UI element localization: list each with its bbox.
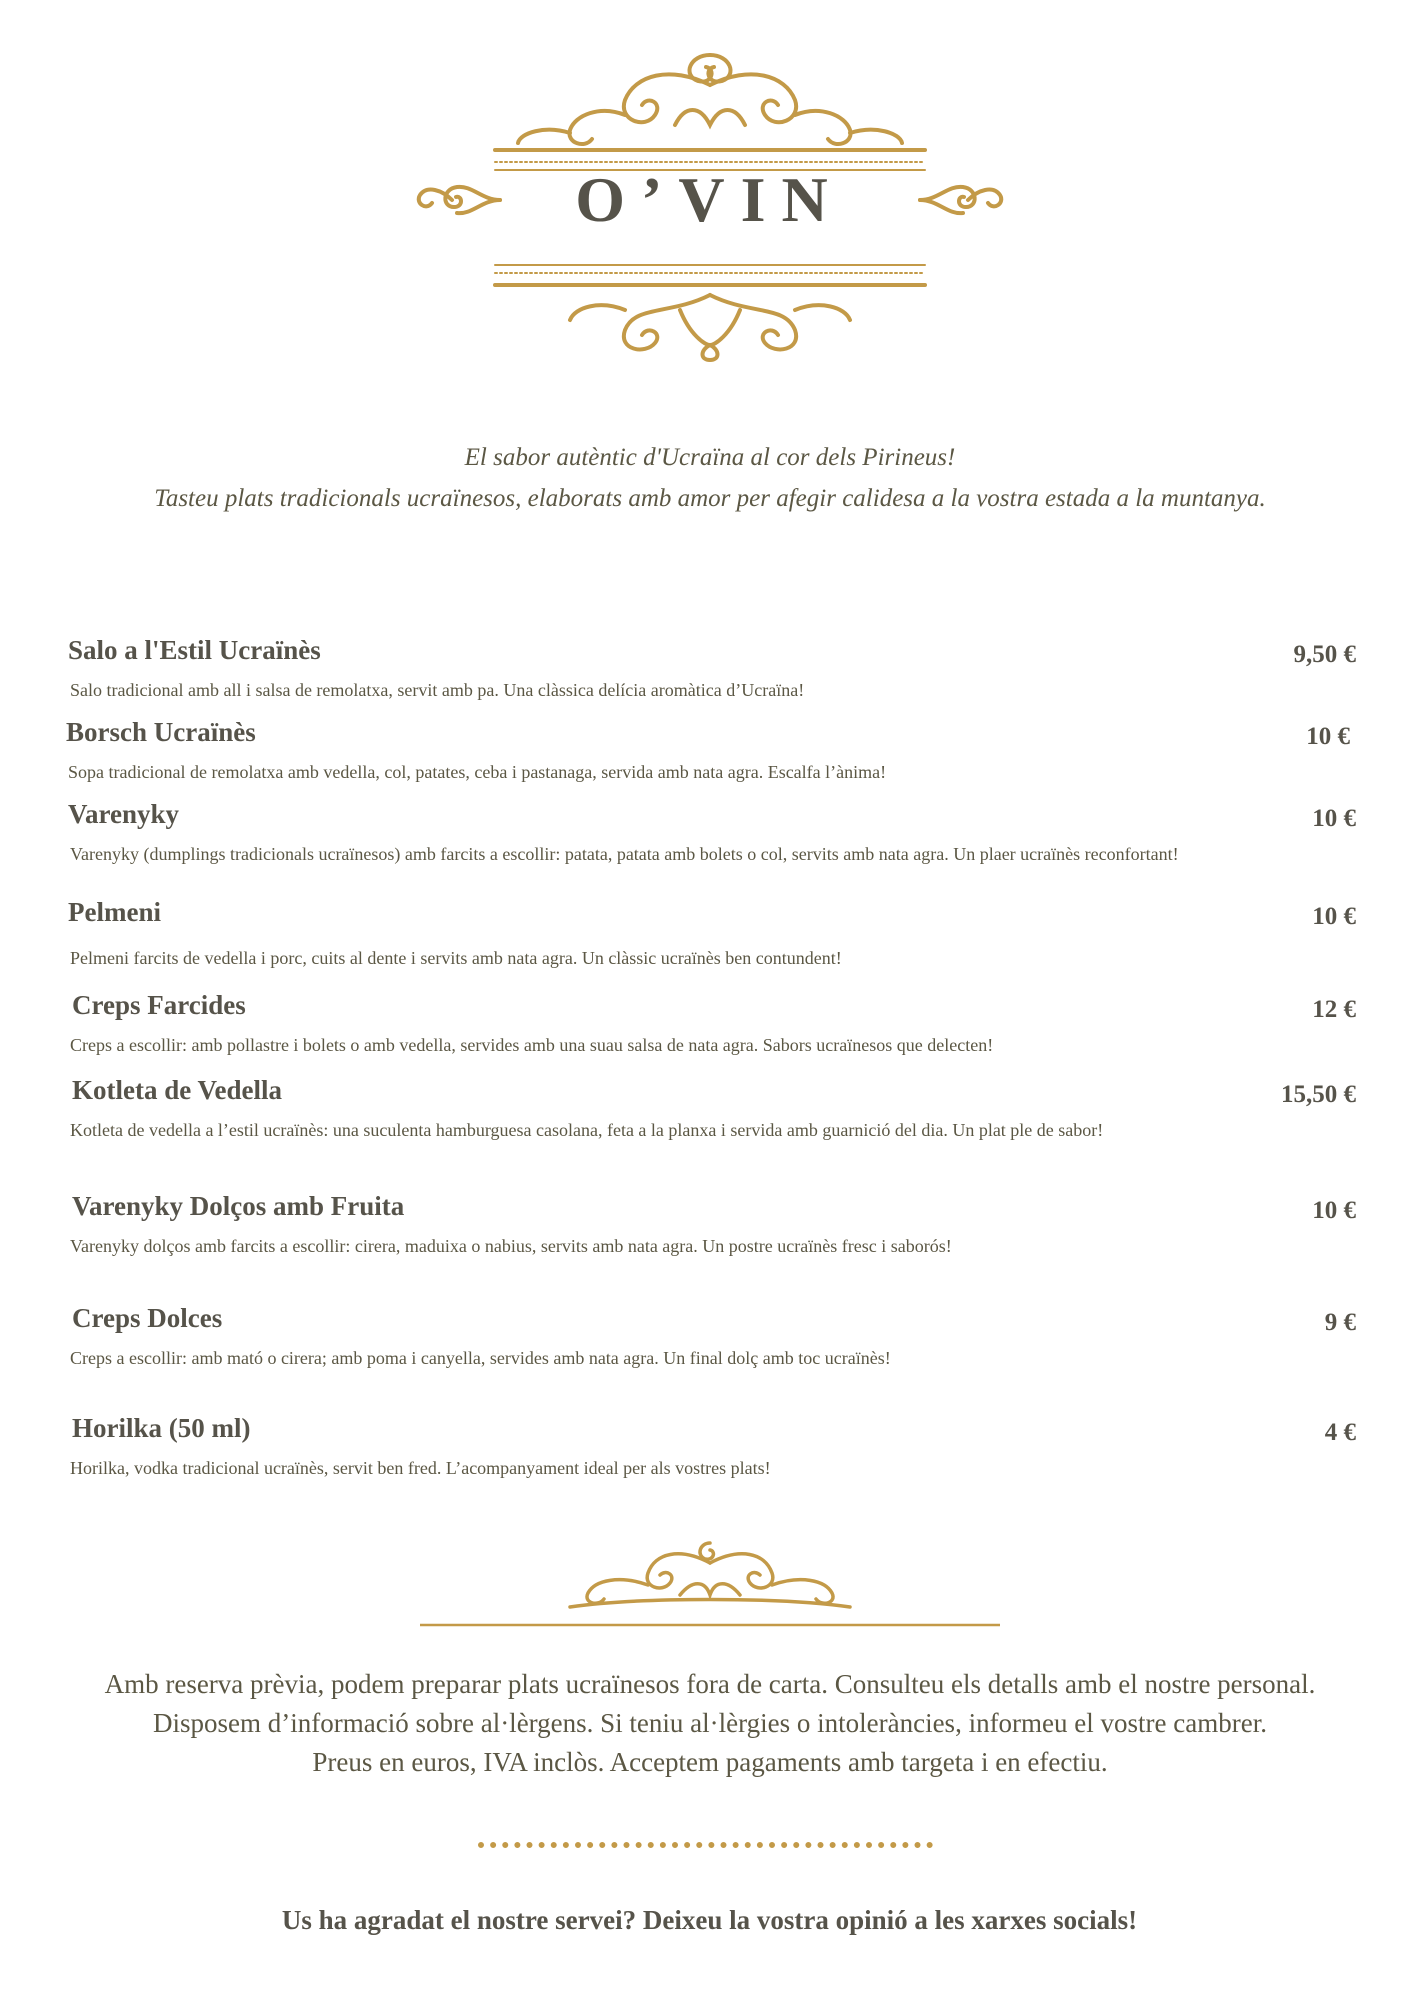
item-price: 4 € — [1324, 1419, 1356, 1446]
footer-notes — [50, 1665, 1370, 1782]
item-description: Varenyky dolços amb farcits a escollir: cirera, maduixa o nabius, servits amb nata agra. Un postre ucraïnès fresc i saborós! — [70, 1236, 952, 1256]
flourish-ornament-bottom — [420, 1535, 1000, 1635]
item-price: 10 € — [1306, 723, 1350, 750]
item-description: Creps a escollir: amb mató o cirera; amb poma i canyella, servides amb nata agra. Un final dolç amb toc ucraïnès! — [70, 1348, 891, 1368]
item-price: 10 € — [1312, 805, 1356, 832]
item-price: 10 € — [1312, 1197, 1356, 1224]
item-name: Varenyky Dolços amb Fruita — [72, 1191, 405, 1221]
footer-note-payment: Preus en euros, IVA inclòs. Acceptem pagaments amb targeta i en efectiu. — [312, 1747, 1108, 1777]
item-name: Borsch Ucraïnès — [66, 717, 256, 747]
item-description: Pelmeni farcits de vedella i porc, cuits al dente i servits amb nata agra. Un clàssic ucraïnès ben contundent! — [70, 948, 842, 968]
item-name: Kotleta de Vedella — [72, 1075, 282, 1105]
footer-note-reservation: Amb reserva prèvia, podem preparar plats ucraïnesos fora de carta. Consulteu els detalls amb el nostre personal. — [104, 1669, 1316, 1699]
footer-note-allergens: Disposem d’informació sobre al·lèrgens. Si teniu al·lèrgies o intoleràncies, informeu el vostre cambrer. — [153, 1708, 1267, 1738]
intro-line-1: El sabor autèntic d'Ucraïna al cor dels Pirineus! — [464, 444, 956, 471]
item-description: Sopa tradicional de remolatxa amb vedella, col, patates, ceba i pastanaga, servida amb nata agra. Escalfa l’ànima! — [68, 762, 887, 782]
item-description: Salo tradicional amb all i salsa de remolatxa, servit amb pa. Una clàssica delícia aromàtica d’Ucraïna! — [70, 680, 805, 700]
item-name: Horilka (50 ml) — [72, 1413, 251, 1443]
item-price: 15,50 € — [1281, 1081, 1356, 1108]
intro-tagline — [40, 437, 1380, 519]
item-description: Horilka, vodka tradicional ucraïnès, servit ben fred. L’acompanyament ideal per als vostres plats! — [70, 1458, 771, 1478]
item-name: Pelmeni — [68, 897, 161, 927]
dotted-divider — [478, 1842, 933, 1848]
social-cta: Us ha agradat el nostre servei? Deixeu la vostra opinió a les xarxes socials! — [281, 1905, 1138, 1935]
restaurant-name: O’VIN — [575, 164, 844, 235]
item-price: 10 € — [1312, 903, 1356, 930]
item-description: Creps a escollir: amb pollastre i bolets o amb vedella, servides amb una suau salsa de nata agra. Sabors ucraïnesos que delecten! — [70, 1035, 994, 1055]
item-price: 9,50 € — [1293, 641, 1356, 668]
item-description: Kotleta de vedella a l’estil ucraïnès: una suculenta hamburguesa casolana, feta a la planxa i servida amb guarnició del dia. Un plat ple de sabor! — [70, 1120, 1104, 1140]
item-price: 9 € — [1324, 1309, 1356, 1336]
item-name: Salo a l'Estil Ucraïnès — [68, 635, 321, 665]
item-price: 12 € — [1312, 996, 1356, 1023]
item-name: Creps Farcides — [72, 990, 246, 1020]
item-description: Varenyky (dumplings tradicionals ucraïnesos) amb farcits a escollir: patata, patata amb bolets o col, servits amb nata agra. Un plaer ucraïnès reconfortant! — [70, 844, 1179, 864]
intro-line-2: Tasteu plats tradicionals ucraïnesos, elaborats amb amor per afegir calidesa a la vostra estada a la muntanya. — [154, 485, 1266, 512]
item-name: Varenyky — [68, 799, 180, 829]
item-name: Creps Dolces — [72, 1303, 223, 1333]
